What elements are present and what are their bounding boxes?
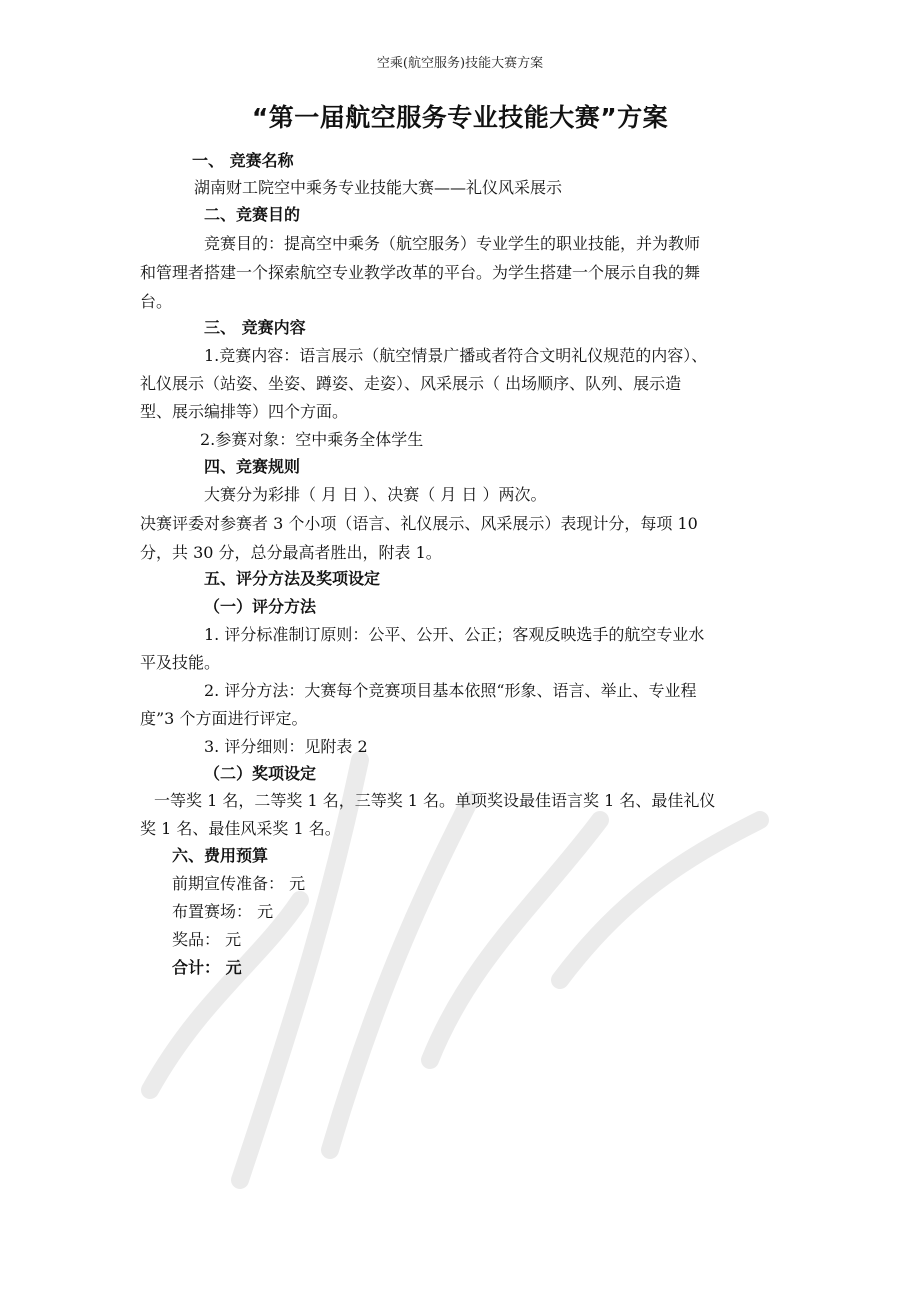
budget-total: 合计： 元 <box>172 958 242 977</box>
award-line: 一等奖 1 名，二等奖 1 名，三等奖 1 名。单项奖设最佳语言奖 1 名、最佳礼仪 <box>154 791 716 810</box>
section-5-line: 2. 评分方法：大赛每个竞赛项目基本依照“形象、语言、举止、专业程 <box>204 681 697 700</box>
section-2-line: 竞赛目的：提高空中乘务（航空服务）专业学生的职业技能，并为教师 <box>204 234 701 253</box>
budget-item: 前期宣传准备： 元 <box>172 874 306 893</box>
award-line: 奖 1 名、最佳风采奖 1 名。 <box>140 819 341 838</box>
section-5-sub-2: （二）奖项设定 <box>204 764 317 783</box>
section-3-line: 1.竞赛内容：语言展示（航空情景广播或者符合文明礼仪规范的内容）、 <box>204 346 708 365</box>
section-1-body: 湖南财工院空中乘务专业技能大赛——礼仪风采展示 <box>194 178 563 197</box>
section-4-line: 大赛分为彩排（ 月 日 ）、决赛（ 月 日 ）两次。 <box>204 485 547 504</box>
section-5-line: 3. 评分细则：见附表 2 <box>204 737 368 756</box>
budget-item: 奖品： 元 <box>172 930 242 949</box>
section-2-line: 台。 <box>140 292 173 311</box>
section-5-heading: 五、评分方法及奖项设定 <box>204 569 381 588</box>
section-4-line: 决赛评委对参赛者 3 个小项（语言、礼仪展示、风采展示）表现计分，每项 10 <box>140 514 698 533</box>
section-2-heading: 二、竞赛目的 <box>204 205 301 224</box>
section-5-line: 1. 评分标准制订原则：公平、公开、公正；客观反映选手的航空专业水 <box>204 625 705 644</box>
budget-item: 布置赛场： 元 <box>172 902 274 921</box>
section-4-heading: 四、竞赛规则 <box>204 457 301 476</box>
document-title: “第一届航空服务专业技能大赛”方案 <box>251 103 669 132</box>
section-3-line: 2.参赛对象：空中乘务全体学生 <box>200 430 424 449</box>
section-5-line: 平及技能。 <box>140 653 221 672</box>
section-4-line: 分，共 30 分，总分最高者胜出，附表 1。 <box>140 543 442 562</box>
section-3-line: 型、展示编排等）四个方面。 <box>140 402 349 421</box>
section-6-heading: 六、费用预算 <box>172 846 269 865</box>
section-3-heading: 三、 竞赛内容 <box>204 318 306 337</box>
section-5-sub-1: （一）评分方法 <box>204 597 317 616</box>
section-3-line: 礼仪展示（站姿、坐姿、蹲姿、走姿）、风采展示（ 出场顺序、队列、展示造 <box>140 374 682 393</box>
page-header: 空乘(航空服务)技能大赛方案 <box>376 56 544 71</box>
section-2-line: 和管理者搭建一个探索航空专业教学改革的平台。为学生搭建一个展示自我的舞 <box>140 263 701 282</box>
section-1-heading: 一、 竞赛名称 <box>192 151 294 170</box>
section-5-line: 度”3 个方面进行评定。 <box>140 709 308 728</box>
